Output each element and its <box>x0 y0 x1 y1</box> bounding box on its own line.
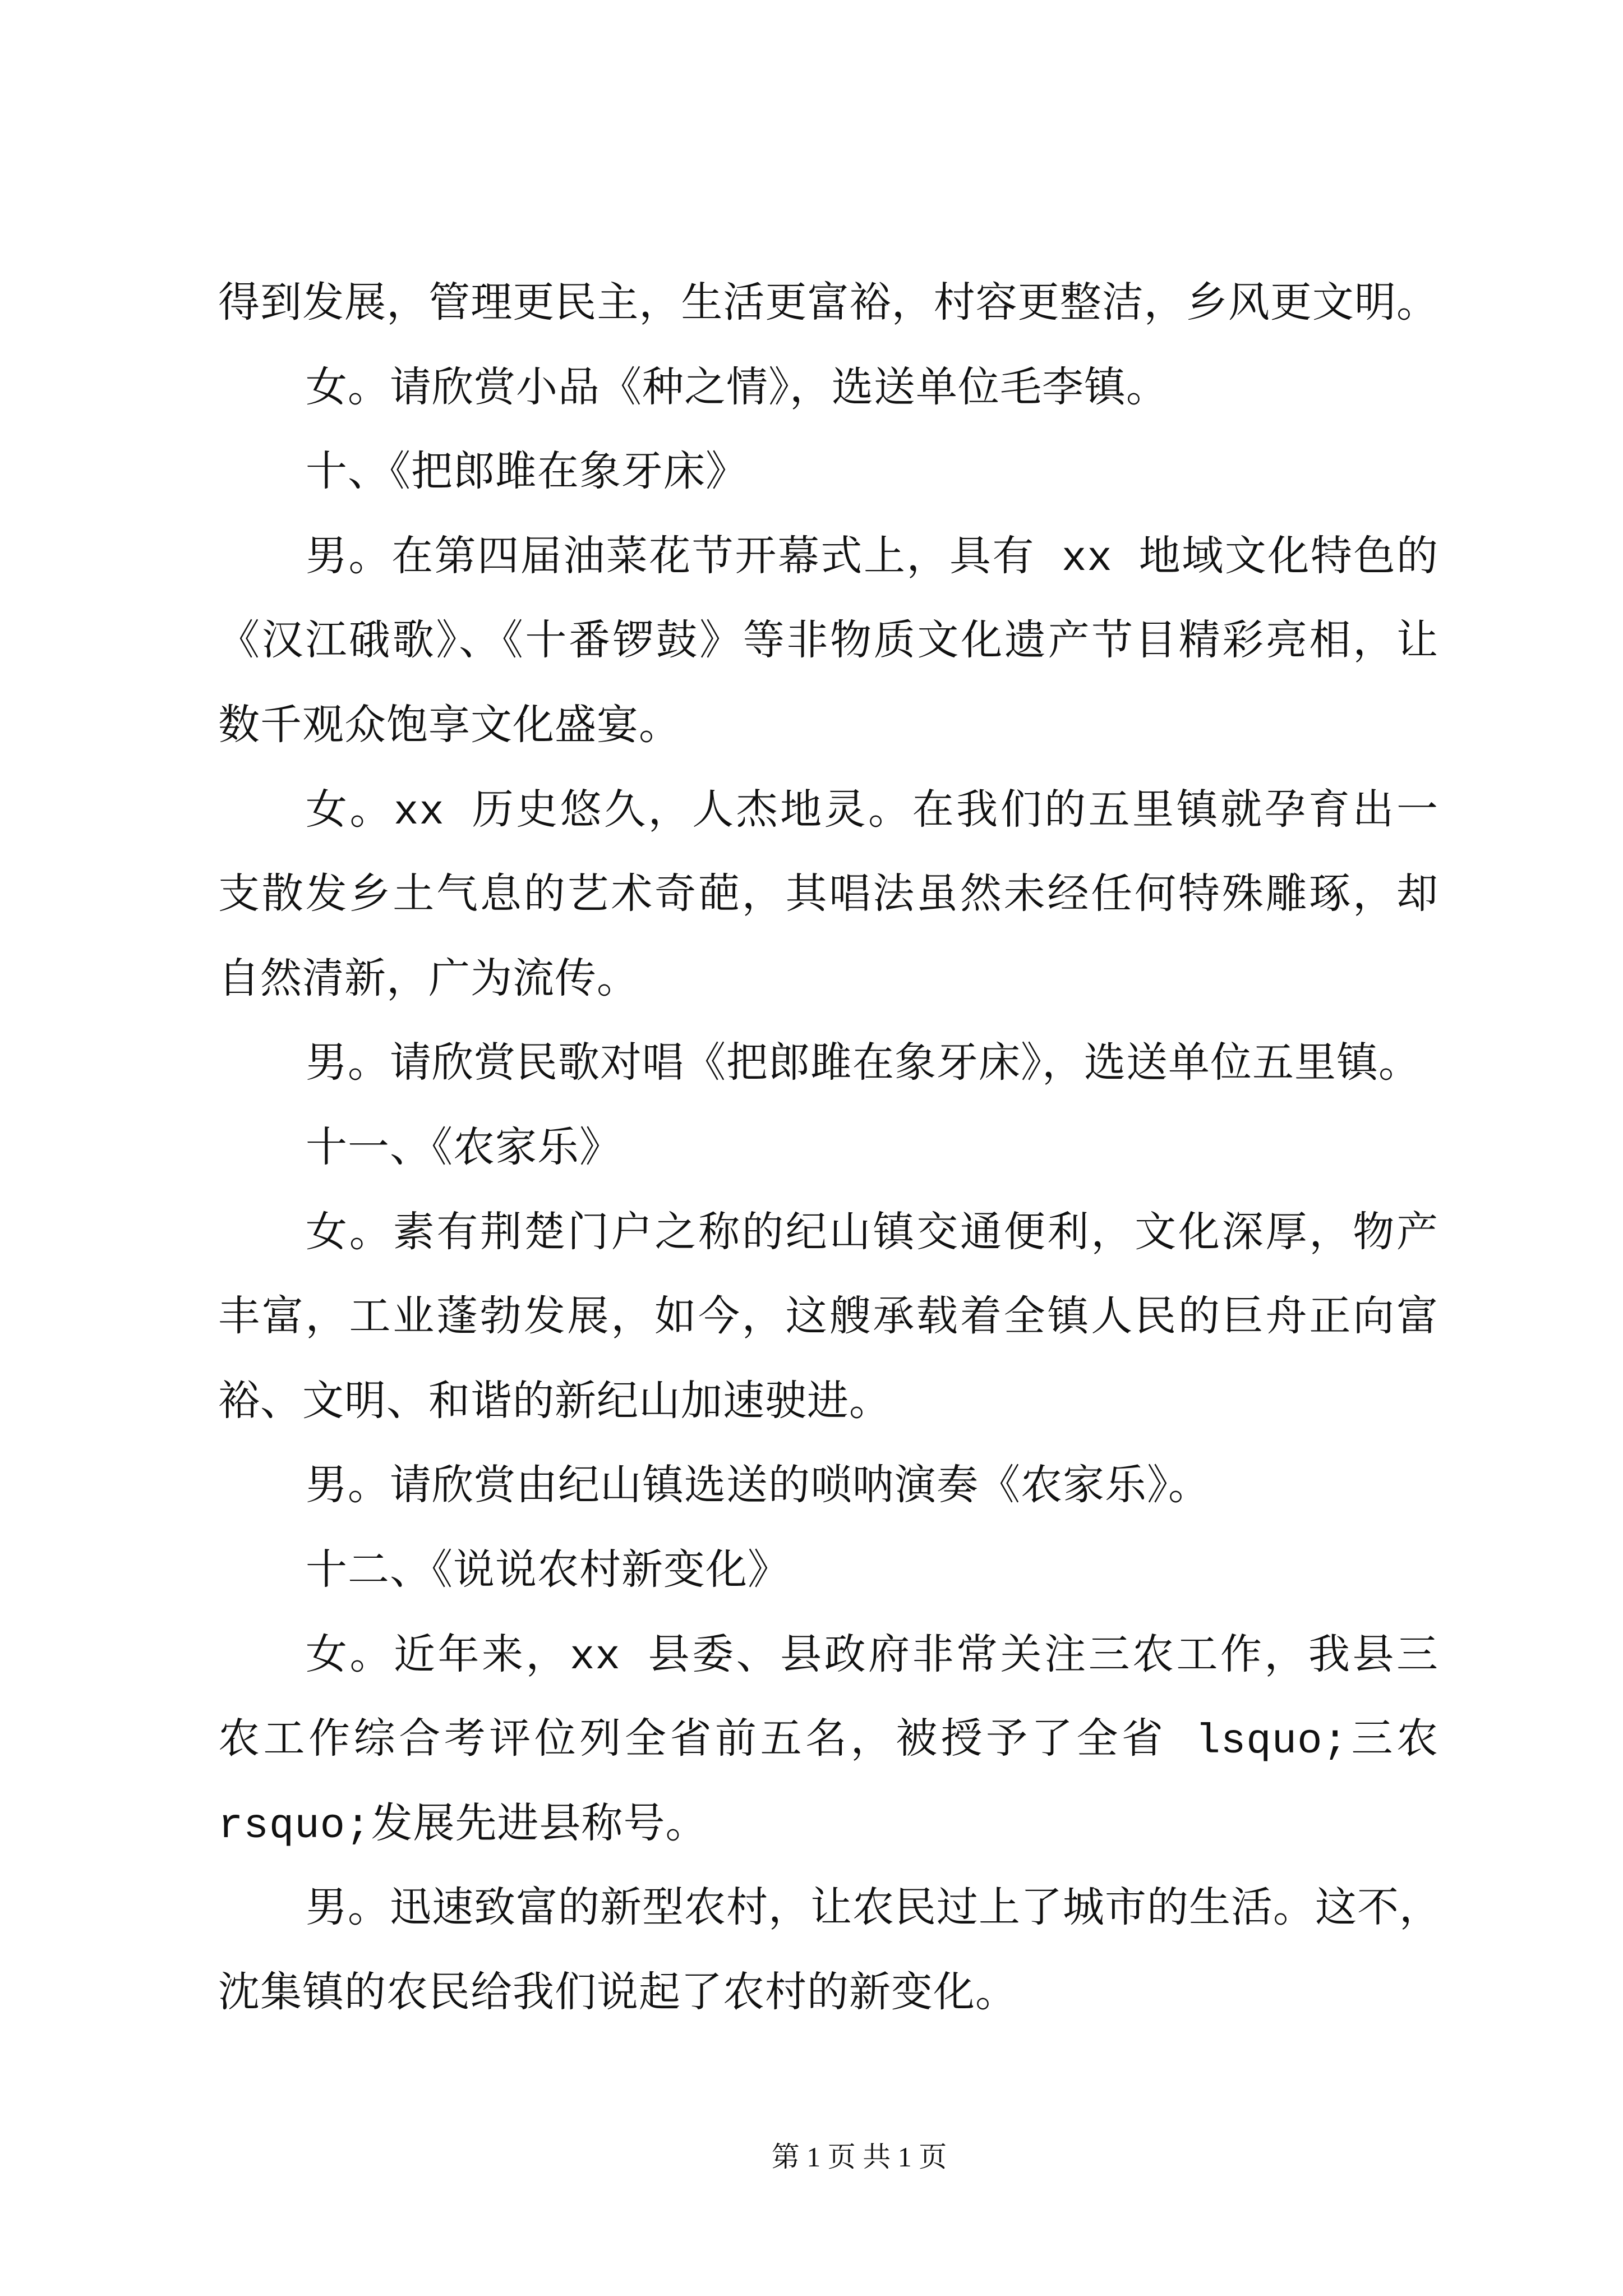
text-line: 沈集镇的农民给我们说起了农村的新变化。 <box>218 1971 1017 2019</box>
body-text <box>218 264 1441 2037</box>
page-footer <box>691 2134 1027 2179</box>
section-heading: 十二、《说说农村新变化》 <box>306 1549 790 1596</box>
text-line: 裕、文明、和谐的新纪山加速驶进。 <box>218 1380 891 1428</box>
text-line: 支散发乡土气息的艺术奇葩，其唱法虽然未经任何特殊雕琢，却 <box>218 873 1438 921</box>
section-heading: 十、《把郎雎在象牙床》 <box>306 451 748 499</box>
text-line: 数千观众饱享文化盛宴。 <box>218 704 681 752</box>
text-line: 女。xx 历史悠久，人杰地灵。在我们的五里镇就孕育出一 <box>306 789 1438 836</box>
text-line: 农工作综合考评位列全省前五名，被授予了全省 lsquo;三农 <box>218 1718 1438 1766</box>
paragraph <box>218 1193 1438 1447</box>
text-line: rsquo;发展先进县称号。 <box>218 1802 708 1850</box>
paragraph <box>218 264 1438 348</box>
text-line: 自然清新，广为流传。 <box>218 958 639 1005</box>
text-line: 得到发展，管理更民主，生活更富裕，村容更整洁，乡风更文明。 <box>218 282 1438 329</box>
paragraph <box>218 348 1438 433</box>
paragraph <box>218 1024 1438 1108</box>
paragraph <box>218 517 1438 771</box>
paragraph <box>218 1869 1441 2037</box>
text-line: 女。近年来，xx 县委、县政府非常关注三农工作，我县三 <box>306 1634 1438 1681</box>
paragraph <box>218 1446 1438 1531</box>
text-line: 女。素有荆楚门户之称的纪山镇交通便利，文化深厚，物产 <box>306 1211 1438 1259</box>
paragraph <box>218 432 1438 517</box>
section-heading: 十一、《农家乐》 <box>306 1126 621 1174</box>
paragraph <box>218 1108 1438 1193</box>
text-line: 女。请欣赏小品《种之情》，选送单位毛李镇。 <box>306 366 1168 414</box>
text-line: 男。请欣赏民歌对唱《把郎雎在象牙床》，选送单位五里镇。 <box>306 1042 1421 1090</box>
paragraph <box>218 1531 1438 1616</box>
paragraph <box>218 771 1438 1024</box>
text-line: 丰富，工业蓬勃发展，如今，这艘承载着全镇人民的巨舟正向富 <box>218 1296 1438 1343</box>
text-line: 《汉江硪歌》、《十番锣鼓》等非物质文化遗产节目精彩亮相，让 <box>218 620 1438 668</box>
paragraph <box>218 1616 1438 1869</box>
text-line: 男。在第四届油菜花节开幕式上，具有 xx 地域文化特色的 <box>306 535 1438 583</box>
page-number-label: 第 1 页 共 1 页 <box>771 2141 947 2173</box>
text-line: 男。请欣赏由纪山镇选送的唢呐演奏《农家乐》。 <box>306 1465 1210 1512</box>
text-line: 男。迅速致富的新型农村，让农民过上了城市的生活。这不， <box>306 1887 1441 1935</box>
